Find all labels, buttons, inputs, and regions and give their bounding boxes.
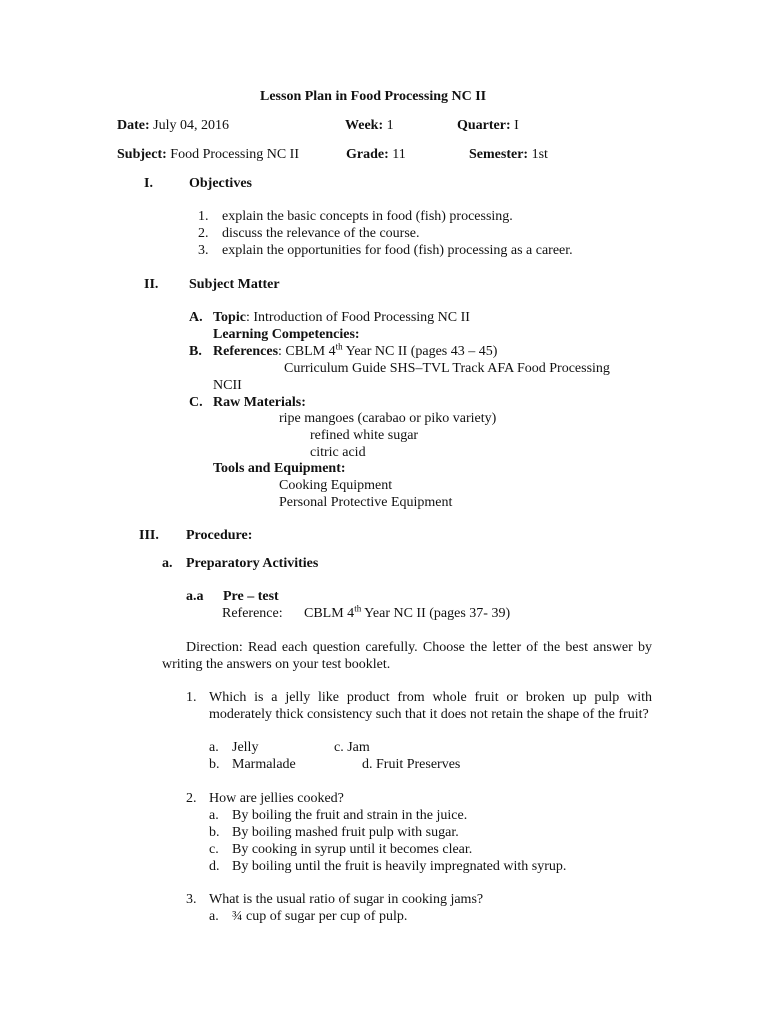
date-value: July 04, 2016 xyxy=(153,118,229,133)
pretest-reference xyxy=(304,605,510,622)
raw-material-item: citric acid xyxy=(310,445,366,460)
subject-label: Subject: xyxy=(117,147,167,162)
week-label: Week: xyxy=(345,118,384,133)
references-value-post: Year NC II (pages 43 – 45) xyxy=(342,344,498,359)
option-text: By boiling the fruit and strain in the juice. xyxy=(232,808,468,823)
subject-field xyxy=(117,146,299,163)
references-value: : CBLM 4 xyxy=(278,344,336,359)
objective-num: 3. xyxy=(198,243,209,258)
option-letter: b. xyxy=(209,757,220,772)
quarter-value: I xyxy=(514,118,519,133)
option-text: d. Fruit Preserves xyxy=(362,757,461,772)
option-letter: b. xyxy=(209,825,220,840)
option-text: c. Jam xyxy=(334,740,370,755)
section3-numeral: III. xyxy=(139,528,159,543)
references-line xyxy=(213,343,497,360)
tools-label: Tools and Equipment: xyxy=(213,461,346,476)
option-text: By boiling until the fruit is heavily impregnated with syrup. xyxy=(232,859,567,874)
question-text: Which is a jelly like product from whole fruit or broken up pulp with moderately thick consistency such that it does not retain the shape of the fruit? xyxy=(209,690,652,722)
question-number: 3. xyxy=(186,892,197,907)
date-label: Date: xyxy=(117,118,150,133)
raw-materials-label: Raw Materials: xyxy=(213,395,306,410)
raw-material-item: ripe mangoes (carabao or piko variety) xyxy=(279,411,497,426)
references-sup: th xyxy=(335,341,343,352)
references-line2: Curriculum Guide SHS–TVL Track AFA Food Processing xyxy=(284,361,610,376)
pretest-heading: Pre – test xyxy=(223,589,279,604)
grade-value: 11 xyxy=(392,147,406,162)
topic-letter: A. xyxy=(189,310,203,325)
objective-text: explain the opportunities for food (fish) processing as a career. xyxy=(222,243,573,258)
option-text: ¾ cup of sugar per cup of pulp. xyxy=(232,909,408,924)
tool-item: Personal Protective Equipment xyxy=(279,495,453,510)
objective-num: 1. xyxy=(198,209,209,224)
section3-heading: Procedure: xyxy=(186,528,253,543)
pretest-reference-label: Reference: xyxy=(222,606,283,621)
semester-label: Semester: xyxy=(469,147,529,162)
section2-numeral: II. xyxy=(144,277,159,292)
pretest-num: a.a xyxy=(186,589,204,604)
option-text: By cooking in syrup until it becomes clear. xyxy=(232,842,473,857)
date-field xyxy=(117,117,229,134)
topic-value: : Introduction of Food Processing NC II xyxy=(245,310,470,325)
topic-line xyxy=(213,309,470,326)
option-text: Jelly xyxy=(232,740,259,755)
week-field xyxy=(345,117,394,134)
references-label: References xyxy=(213,344,279,359)
raw-materials-letter: C. xyxy=(189,395,203,410)
objective-num: 2. xyxy=(198,226,209,241)
quarter-field xyxy=(457,117,519,134)
question-number: 2. xyxy=(186,791,197,806)
question-text: How are jellies cooked? xyxy=(209,791,344,806)
question-number: 1. xyxy=(186,690,197,705)
week-value: 1 xyxy=(386,118,394,133)
option-text: Marmalade xyxy=(232,757,296,772)
subject-value: Food Processing NC II xyxy=(170,147,300,162)
pretest-reference-sup: th xyxy=(354,603,362,614)
section1-numeral: I. xyxy=(144,176,153,191)
pretest-reference-value: CBLM 4 xyxy=(304,606,355,621)
option-letter: d. xyxy=(209,859,220,874)
references-line3: NCII xyxy=(213,378,242,393)
topic-label: Topic xyxy=(213,310,246,325)
raw-material-item: refined white sugar xyxy=(310,428,419,443)
page-title: Lesson Plan in Food Processing NC II xyxy=(260,89,487,104)
semester-field xyxy=(469,146,548,163)
direction-paragraph: Direction: Read each question carefully. Choose the letter of the best answer by writing the answers on your test booklet. xyxy=(162,640,652,672)
option-letter: a. xyxy=(209,808,219,823)
grade-field xyxy=(346,146,406,163)
pretest-reference-post: Year NC II (pages 37- 39) xyxy=(361,606,511,621)
objective-text: explain the basic concepts in food (fish) processing. xyxy=(222,209,513,224)
preparatory-letter: a. xyxy=(162,556,173,571)
objective-text: discuss the relevance of the course. xyxy=(222,226,420,241)
preparatory-heading: Preparatory Activities xyxy=(186,556,319,571)
option-letter: c. xyxy=(209,842,219,857)
section1-heading: Objectives xyxy=(189,176,252,191)
tool-item: Cooking Equipment xyxy=(279,478,393,493)
quarter-label: Quarter: xyxy=(457,118,511,133)
section2-heading: Subject Matter xyxy=(189,277,280,292)
grade-label: Grade: xyxy=(346,147,389,162)
semester-value: 1st xyxy=(531,147,548,162)
competencies-label: Learning Competencies: xyxy=(213,327,360,342)
option-letter: a. xyxy=(209,740,219,755)
option-letter: a. xyxy=(209,909,219,924)
question-text: What is the usual ratio of sugar in cooking jams? xyxy=(209,892,484,907)
option-text: By boiling mashed fruit pulp with sugar. xyxy=(232,825,459,840)
references-letter: B. xyxy=(189,344,202,359)
